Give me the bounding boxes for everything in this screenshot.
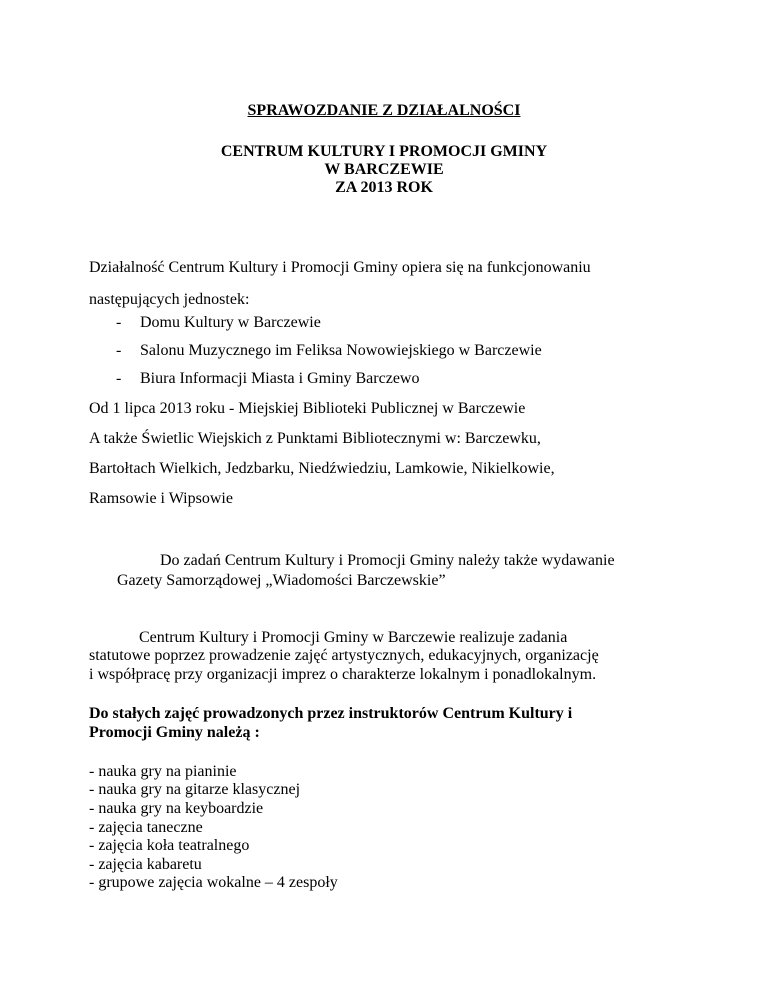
swietlice-line-1: A także Świetlic Wiejskich z Punktami Bibliotecznymi w: Barczewku, [89, 430, 541, 447]
library-line: Od 1 lipca 2013 roku - Miejskiej Biblioteki Publicznej w Barczewie [89, 400, 526, 417]
class-list-item: - nauka gry na gitarze klasycznej [89, 781, 301, 798]
class-list-item: - zajęcia kabaretu [89, 856, 202, 873]
bullet-mark: - [116, 314, 122, 331]
intro-line-2: następujących jednostek: [89, 291, 250, 308]
classes-heading-line-1: Do stałych zajęć prowadzonych przez instruktorów Centrum Kultury i [89, 705, 573, 722]
gazeta-line-2: Gazety Samorządowej „Wiadomości Barczewskie” [117, 572, 446, 589]
class-list-item: - zajęcia koła teatralnego [89, 837, 250, 854]
class-list-item: - zajęcia taneczne [89, 819, 203, 836]
unit-item: Salonu Muzycznego im Feliksa Nowowiejskiego w Barczewie [140, 342, 542, 359]
class-list-item: - grupowe zajęcia wokalne – 4 zespoły [89, 874, 338, 891]
institution-location: W BARCZEWIE [324, 161, 444, 178]
report-year: ZA 2013 ROK [335, 179, 433, 196]
class-list-item: - nauka gry na pianinie [89, 763, 237, 780]
bullet-mark: - [116, 370, 122, 387]
bullet-mark: - [116, 342, 122, 359]
statute-line-3: i współpracę przy organizacji imprez o charakterze lokalnym i ponadlokalnym. [89, 666, 597, 683]
swietlice-line-3: Ramsowie i Wipsowie [89, 490, 233, 507]
institution-name: CENTRUM KULTURY I PROMOCJI GMINY [220, 143, 548, 160]
statute-line-2: statutowe poprzez prowadzenie zajęć artystycznych, edukacyjnych, organizację [89, 647, 599, 664]
swietlice-line-2: Bartołtach Wielkich, Jedzbarku, Niedźwiedziu, Lamkowie, Nikielkowie, [89, 460, 555, 477]
unit-item: Domu Kultury w Barczewie [140, 314, 321, 331]
gazeta-line-1: Do zadań Centrum Kultury i Promocji Gminy należy także wydawanie [160, 552, 615, 569]
unit-item: Biura Informacji Miasta i Gminy Barczewo [140, 370, 420, 387]
intro-line-1: Działalność Centrum Kultury i Promocji Gminy opiera się na funkcjonowaniu [89, 259, 591, 276]
classes-heading-line-2: Promocji Gminy należą : [89, 724, 260, 741]
class-list-item: - nauka gry na keyboardzie [89, 800, 264, 817]
statute-line-1: Centrum Kultury i Promocji Gminy w Barczewie realizuje zadania [139, 629, 568, 646]
document-title: SPRAWOZDANIE Z DZIAŁALNOŚCI [247, 102, 521, 119]
